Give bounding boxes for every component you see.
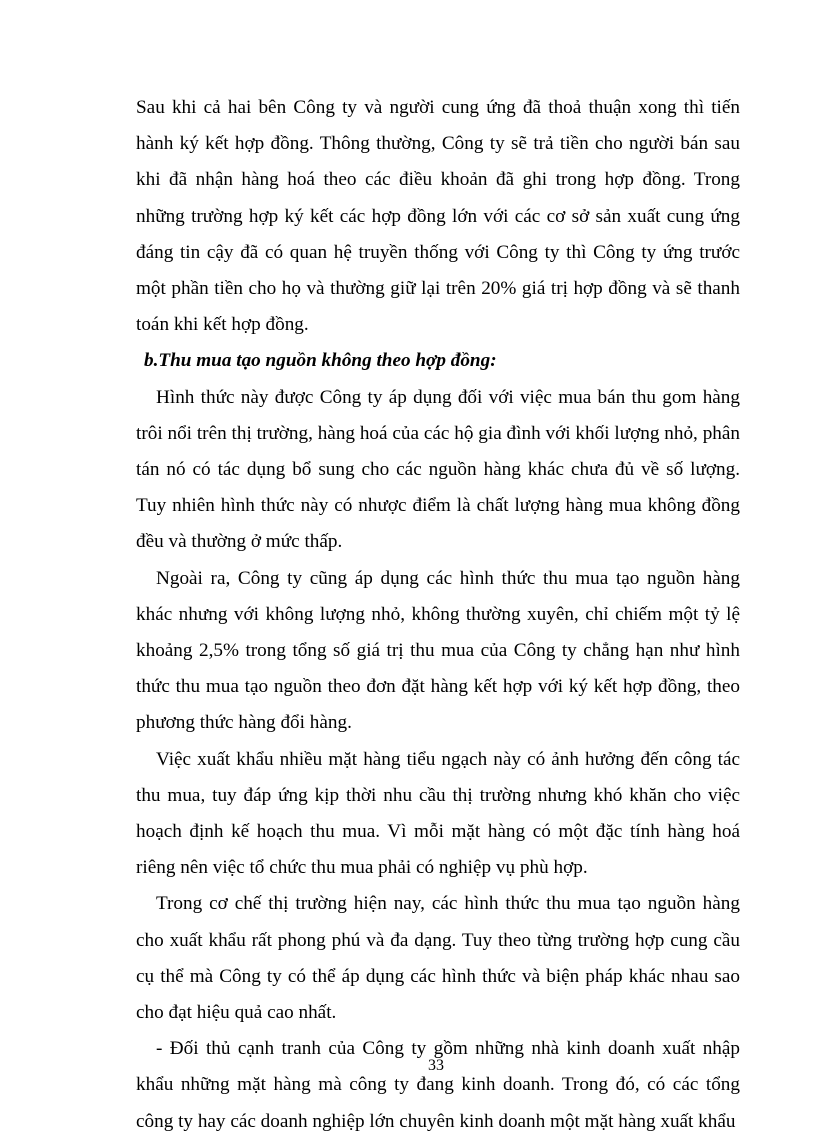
paragraph-contract-signing: Sau khi cả hai bên Công ty và người cung ứng đã thoả thuận xong thì tiến hành ký kết hợp đồng. Thông thường, Công ty sẽ trả tiền cho người bán sau khi đã nhận hàng hoá theo các điều khoản đã ghi trong hợp đồng. Trong những trường hợp ký kết các hợp đồng lớn với các cơ sở sản xuất cung ứng đáng tin cậy đã có quan hệ truyền thống với Công ty thì Công ty ứng trước một phần tiền cho họ và thường giữ lại trên 20% giá trị hợp đồng và sẽ thanh toán khi kết hợp đồng. xyxy=(136,97,740,336)
page-number: 33 xyxy=(428,1057,444,1074)
paragraph-other-purchasing-forms: Ngoài ra, Công ty cũng áp dụng các hình thức thu mua tạo nguồn hàng khác nhưng với không lượng nhỏ, không thường xuyên, chỉ chiếm một tỷ lệ khoảng 2,5% trong tổng số giá trị thu mua của Công ty chẳng hạn như hình thức thu mua tạo nguồn theo đơn đặt hàng kết hợp với ký kết hợp đồng, theo phương thức hàng đổi hàng. xyxy=(136,567,740,734)
paragraph-competitors: - Đối thủ cạnh tranh của Công ty gồm những nhà kinh doanh xuất nhập khẩu những mặt hàng mà công ty đang kinh doanh. Trong đó, có các tổng công ty hay các doanh nghiệp lớn chuyên kinh doanh một mặt hàng xuất khẩu xyxy=(136,1038,740,1132)
body-text xyxy=(136,90,740,1140)
paragraph-purchasing-form: Hình thức này được Công ty áp dụng đối với việc mua bán thu gom hàng trôi nổi trên thị trường, hàng hoá của các hộ gia đình với khối lượng nhỏ, phân tán nó có tác dụng bổ sung cho các nguồn hàng khác chưa đủ về số lượng. Tuy nhiên hình thức này có nhược điểm là chất lượng hàng mua không đồng đều và thường ở mức thấp. xyxy=(136,386,740,553)
section-heading-non-contract-purchasing: b.Thu mua tạo nguồn không theo hợp đồng: xyxy=(144,350,497,372)
paragraph-market-mechanism: Trong cơ chế thị trường hiện nay, các hình thức thu mua tạo nguồn hàng cho xuất khẩu rất phong phú và đa dạng. Tuy theo từng trường hợp cung cầu cụ thể mà Công ty có thể áp dụng các hình thức và biện pháp khác nhau sao cho đạt hiệu quả cao nhất. xyxy=(136,893,740,1024)
paragraph-minor-exports: Việc xuất khẩu nhiều mặt hàng tiểu ngạch này có ảnh hưởng đến công tác thu mua, tuy đáp ứng kịp thời nhu cầu thị trường nhưng khó khăn cho việc hoạch định kế hoạch thu mua. Vì mỗi mặt hàng có một đặc tính hàng hoá riêng nên việc tổ chức thu mua phải có nghiệp vụ phù hợp. xyxy=(136,748,740,879)
